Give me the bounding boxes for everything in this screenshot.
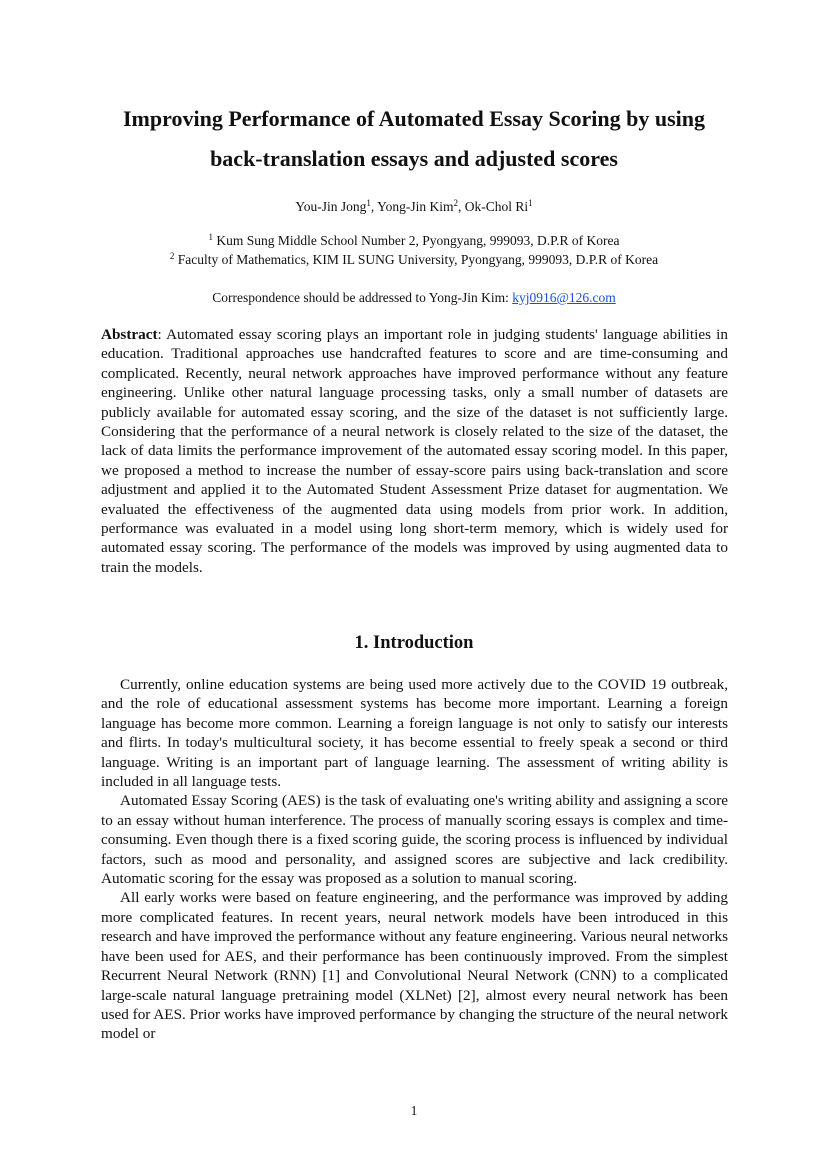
author-separator: ,: [457, 199, 465, 214]
author-name: Yong-Jin Kim: [377, 199, 454, 214]
body-paragraph: Currently, online education systems are being used more actively due to the COVID 19 outbreak, and the role of educational assessment systems has become more important. Learning a foreign language has become more common. Learning a foreign language is not only to satisfy our interests and flirts. In today's multicultural society, it has become essential to freely speak a second or third language. Writing is an important part of language learning. The assessment of writing ability is included in all language tests.: [101, 676, 728, 791]
page-number: 1: [410, 1103, 418, 1118]
author-separator: ,: [370, 199, 378, 214]
title-line-1: Improving Performance of Automated Essay Scoring by using: [123, 106, 705, 131]
paper-title: [60, 99, 768, 179]
affiliation-mark: 1: [208, 232, 213, 242]
title-line-2: back-translation essays and adjusted scores: [210, 146, 618, 171]
affiliation-2: [0, 250, 828, 269]
section-body: [101, 675, 728, 1044]
body-paragraph: All early works were based on feature engineering, and the performance was improved by adding more complicated features. In recent years, neural network models have been introduced in this research and have improved the performance without any feature engineering. Various neural networks have been used for AES, and their performance has been continuously improved. From the simplest Recurrent Neural Network (RNN) [1] and Convolutional Neural Network (CNN) to a complicated large-scale natural language pretraining model (XLNet) [2], almost every neural network has been used for AES. Prior works have improved performance by changing the structure of the neural network model or: [101, 889, 728, 1043]
author-name: Ok-Chol Ri: [464, 199, 529, 214]
author-list: [0, 198, 828, 216]
abstract-text: : Automated essay scoring plays an important role in judging students' language abilities in education. Traditional approaches use handcrafted features to score and are time-consuming and complicated. Recently, neural network approaches have improved performance without any feature engineering. Unlike other natural language processing tasks, only a small number of datasets are publicly available for automated essay scoring, and the size of the dataset is not sufficiently large. Considering that the performance of a neural network is closely related to the size of the dataset, the lack of data limits the performance improvement of the automated essay scoring model. In this paper, we proposed a method to increase the number of essay-score pairs using back-translation and score adjustment and applied it to the Automated Student Assessment Prize dataset for augmentation. We evaluated the effectiveness of the augmented data using models from prior work. In addition, performance was evaluated in a model using long short-term memory, which is widely used for automated essay scoring. The performance of the models was improved by using augmented data to train the models.: [101, 326, 728, 576]
author-affiliation-mark: 1: [366, 198, 371, 208]
affiliation-list: [0, 231, 828, 269]
author-affiliation-mark: 2: [453, 198, 458, 208]
correspondence-email-link[interactable]: kyj0916@126.com: [512, 290, 616, 305]
correspondence-text: Correspondence should be addressed to Yong-Jin Kim:: [212, 290, 513, 305]
abstract: [101, 325, 728, 577]
section-heading: 1. Introduction: [354, 633, 474, 653]
author-affiliation-mark: 1: [528, 198, 533, 208]
abstract-label: Abstract: [101, 326, 158, 343]
correspondence-line: [0, 289, 828, 307]
affiliation-text: Kum Sung Middle School Number 2, Pyongyang, 999093, D.P.R of Korea: [213, 233, 620, 248]
author-name: You-Jin Jong: [295, 199, 367, 214]
affiliation-text: Faculty of Mathematics, KIM IL SUNG University, Pyongyang, 999093, D.P.R of Korea: [174, 252, 659, 267]
body-paragraph: Automated Essay Scoring (AES) is the task of evaluating one's writing ability and assigning a score to an essay without human interference. The process of manually scoring essays is complex and time-consuming. Even though there is a fixed scoring guide, the scoring process is influenced by individual factors, such as mood and personality, and assigned scores are subjective and lack credibility. Automatic scoring for the essay was proposed as a solution to manual scoring.: [101, 792, 728, 888]
affiliation-mark: 2: [169, 251, 175, 261]
affiliation-1: [0, 231, 828, 250]
